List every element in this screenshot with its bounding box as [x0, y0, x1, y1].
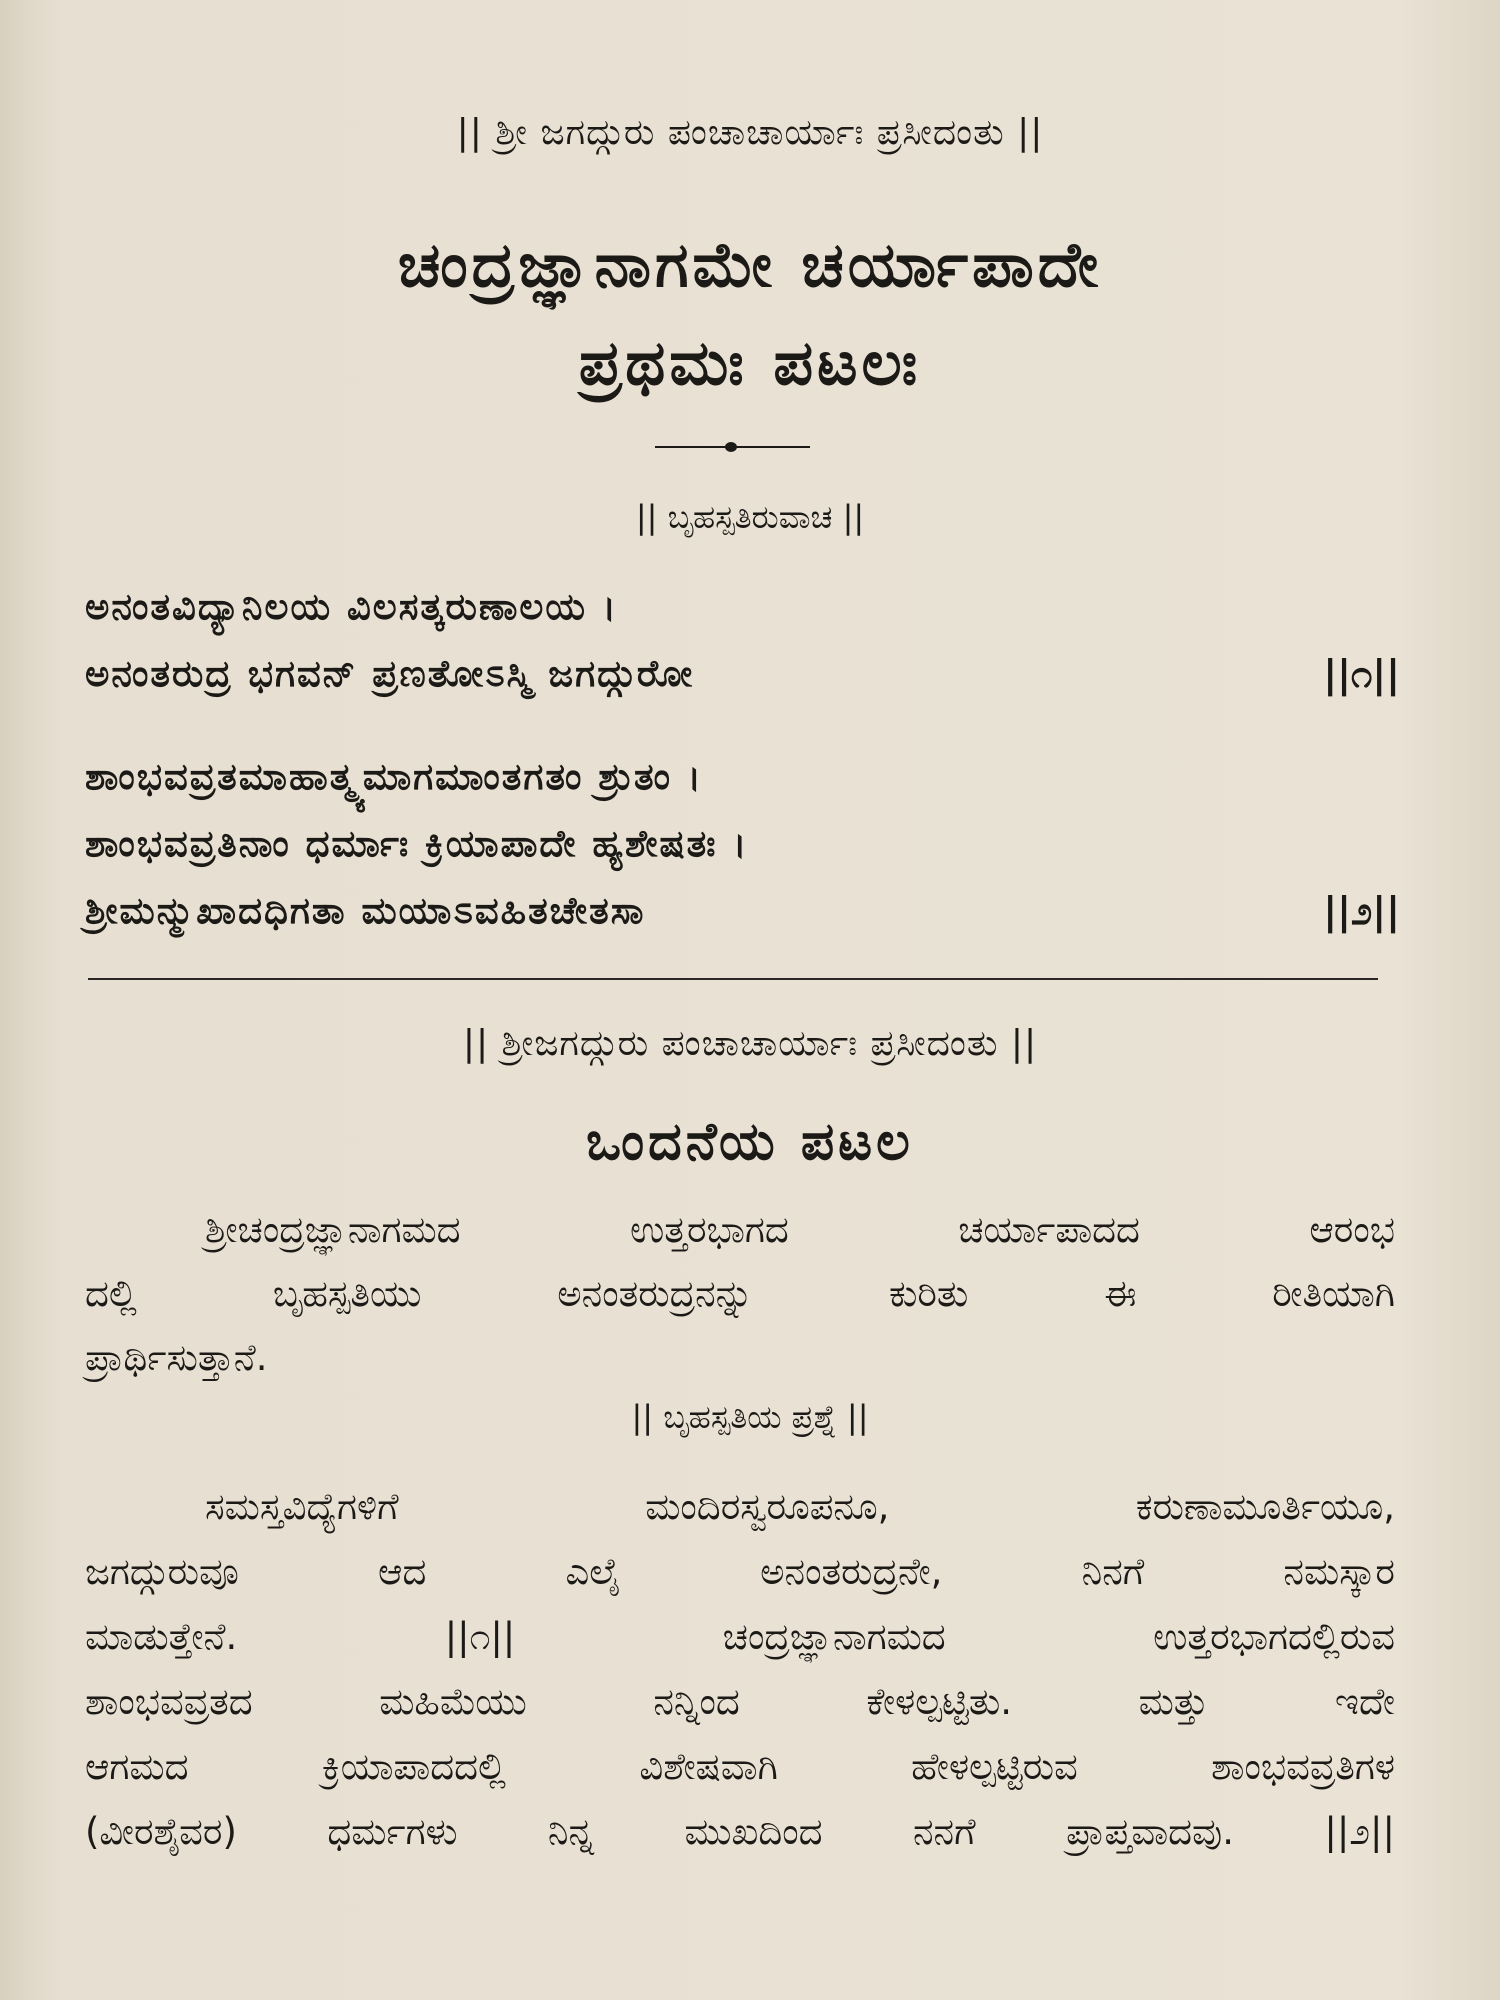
body-line: ಶಾಂಭವವ್ರತದ ಮಹಿಮೆಯು ನನ್ನಿಂದ ಕೇಳಲ್ಪಟ್ಟಿತು. ಮತ್ತು ಇದೇ [85, 1680, 1395, 1723]
body-line: ಜಗದ್ಗುರುವೂ ಆದ ಎಲೈ ಅನಂತರುದ್ರನೇ, ನಿನಗೆ ನಮಸ್ಕಾರ [85, 1550, 1395, 1593]
verse-line: ಶ್ರೀಮನ್ಮುಖಾದಧಿಗತಾ ಮಯಾಽವಹಿತಚೇತಸಾ [85, 889, 646, 932]
chapter-title-sanskrit: ಪ್ರಥಮಃ ಪಟಲಃ [578, 326, 922, 399]
verse-line: ಅನಂತವಿದ್ಯಾನಿಲಯ ವಿಲಸತ್ಕರುಣಾಲಯ । [85, 585, 618, 628]
body-line: ಆಗಮದ ಕ್ರಿಯಾಪಾದದಲ್ಲಿ ವಿಶೇಷವಾಗಿ ಹೇಳಲ್ಪಟ್ಟಿರುವ ಶಾಂಭವವ್ರತಿಗಳ [85, 1745, 1395, 1788]
section-divider [88, 978, 1378, 980]
body-line: (ವೀರಶೈವರ) ಧರ್ಮಗಳು ನಿನ್ನ ಮುಖದಿಂದ ನನಗೆ ಪ್ರಾಪ್ತವಾದವು. ||೨|| [85, 1810, 1395, 1853]
intro-line: ದಲ್ಲಿ ಬೃಹಸ್ಪತಿಯು ಅನಂತರುದ್ರನನ್ನು ಕುರಿತು ಈ ರೀತಿಯಾಗಿ [85, 1272, 1395, 1315]
intro-line: ಪ್ರಾರ್ಥಿಸುತ್ತಾನೆ. [85, 1336, 268, 1379]
invocation-heading: || ಶ್ರೀಜಗದ್ಗುರು ಪಂಚಾಚಾರ್ಯಾಃ ಪ್ರಸೀದಂತು || [462, 1023, 1038, 1064]
verse-number: ||೧|| [1323, 652, 1400, 696]
ornament-divider [655, 440, 810, 454]
speaker-heading: || ಬೃಹಸ್ಪತಿರುವಾಚ || [635, 498, 865, 536]
verse-line: ಅನಂತರುದ್ರ ಭಗವನ್ ಪ್ರಣತೋಽಸ್ಮಿ ಜಗದ್ಗುರೋ [85, 652, 695, 695]
intro-line: ಶ್ರೀಚಂದ್ರಜ್ಞಾನಾಗಮದ ಉತ್ತರಭಾಗದ ಚರ್ಯಾಪಾದದ ಆರಂಭ [205, 1208, 1395, 1251]
body-line: ಮಾಡುತ್ತೇನೆ. ||೧|| ಚಂದ್ರಜ್ಞಾನಾಗಮದ ಉತ್ತರಭಾಗದಲ್ಲಿರುವ [85, 1615, 1395, 1658]
page-title: ಚಂದ್ರಜ್ಞಾನಾಗಮೇ ಚರ್ಯಾಪಾದೇ [397, 228, 1103, 301]
body-line: ಸಮಸ್ತವಿದ್ಯೆಗಳಿಗೆ ಮಂದಿರಸ್ವರೂಪನೂ, ಕರುಣಾಮೂರ್ತಿಯೂ, [205, 1485, 1395, 1528]
question-heading: || ಬೃಹಸ್ಪತಿಯ ಪ್ರಶ್ನೆ || [631, 1398, 869, 1436]
invocation-heading: || ಶ್ರೀ ಜಗದ್ಗುರು ಪಂಚಾಚಾರ್ಯಾಃ ಪ್ರಸೀದಂತು || [456, 112, 1044, 153]
verse-line: ಶಾಂಭವವ್ರತಮಾಹಾತ್ಮ್ಯಮಾಗಮಾಂತಗತಂ ಶ್ರುತಂ । [85, 755, 703, 798]
chapter-title-kannada: ಒಂದನೆಯ ಪಟಲ [586, 1112, 914, 1172]
verse-number: ||೨|| [1323, 889, 1400, 933]
verse-line: ಶಾಂಭವವ್ರತಿನಾಂ ಧರ್ಮಾಃ ಕ್ರಿಯಾಪಾದೇ ಹ್ಯಶೇಷತಃ । [85, 822, 749, 865]
